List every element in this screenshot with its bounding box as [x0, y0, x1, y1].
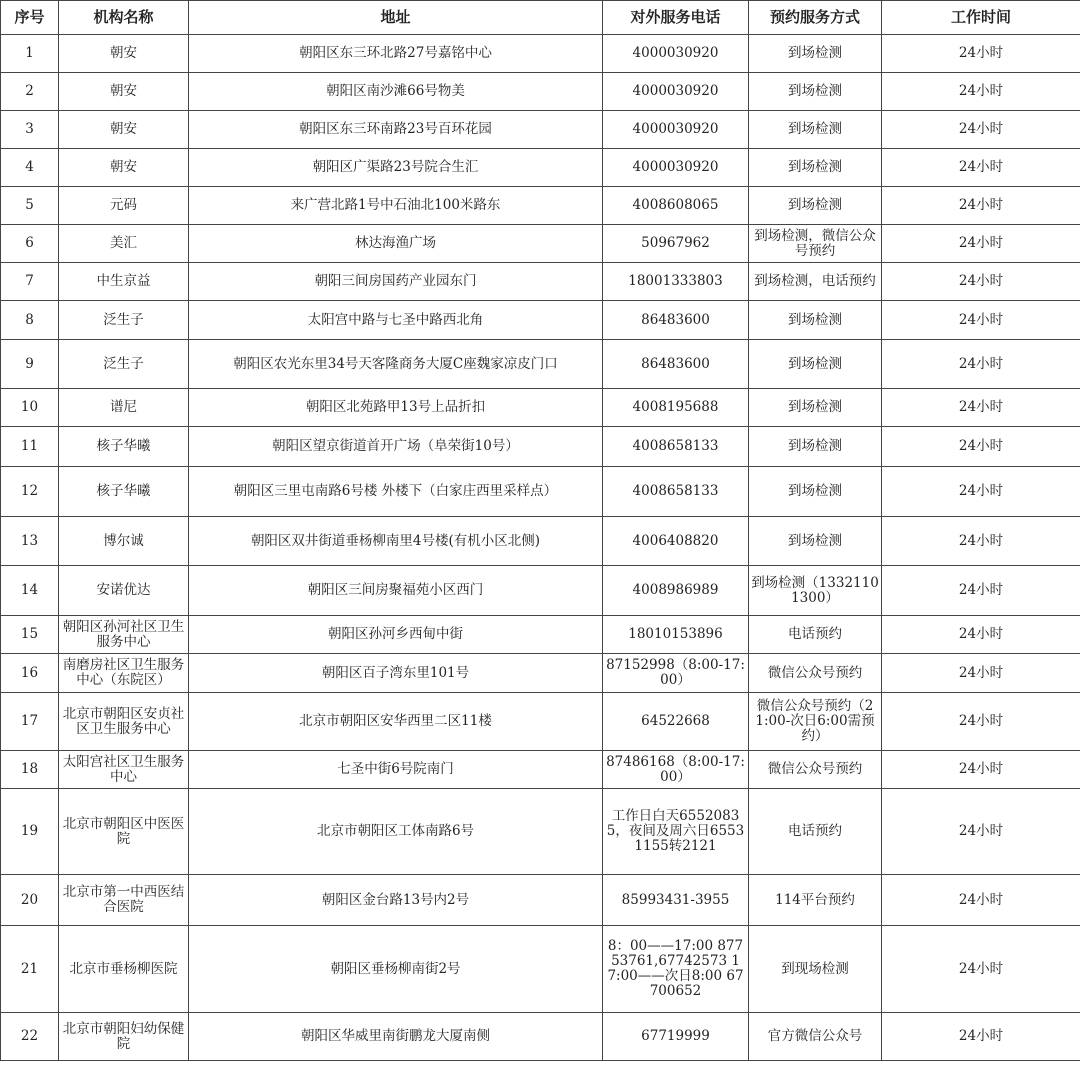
header-org-name: 机构名称	[59, 1, 189, 35]
cell-phone: 87152998（8:00-17:00）	[603, 654, 749, 693]
cell-hours: 24小时	[882, 187, 1080, 225]
cell-index: 9	[1, 340, 59, 389]
cell-address: 朝阳区三间房聚福苑小区西门	[189, 566, 603, 616]
table-row	[1, 693, 1080, 751]
cell-phone: 4008195688	[603, 389, 749, 427]
table-row	[1, 616, 1080, 654]
cell-phone: 工作日白天65520835，夜间及周六日65531155转2121	[603, 789, 749, 875]
table-row	[1, 751, 1080, 789]
cell-index: 10	[1, 389, 59, 427]
cell-address: 朝阳区华威里南街鹏龙大厦南侧	[189, 1013, 603, 1061]
cell-booking-method: 到场检测（13321101300）	[749, 566, 882, 616]
cell-address: 朝阳区南沙滩66号物美	[189, 73, 603, 111]
header-hours: 工作时间	[882, 1, 1080, 35]
cell-booking-method: 微信公众号预约（21:00-次日6:00需预约）	[749, 693, 882, 751]
table-row	[1, 301, 1080, 340]
cell-org-name: 北京市朝阳妇幼保健院	[59, 1013, 189, 1061]
table-row	[1, 654, 1080, 693]
cell-booking-method: 到场检测	[749, 389, 882, 427]
cell-booking-method: 到场检测	[749, 111, 882, 149]
cell-phone: 4000030920	[603, 111, 749, 149]
cell-booking-method: 到场检测	[749, 301, 882, 340]
cell-index: 8	[1, 301, 59, 340]
cell-hours: 24小时	[882, 340, 1080, 389]
table-row	[1, 225, 1080, 263]
cell-index: 5	[1, 187, 59, 225]
cell-org-name: 北京市第一中西医结合医院	[59, 875, 189, 926]
table-row	[1, 566, 1080, 616]
cell-org-name: 朝安	[59, 35, 189, 73]
cell-booking-method: 到场检测	[749, 517, 882, 566]
cell-hours: 24小时	[882, 73, 1080, 111]
cell-booking-method: 电话预约	[749, 616, 882, 654]
cell-address: 朝阳三间房国药产业园东门	[189, 263, 603, 301]
header-address: 地址	[189, 1, 603, 35]
cell-index: 2	[1, 73, 59, 111]
cell-phone: 4008658133	[603, 467, 749, 517]
header-row	[1, 1, 1080, 35]
cell-index: 3	[1, 111, 59, 149]
cell-hours: 24小时	[882, 693, 1080, 751]
table-row	[1, 875, 1080, 926]
table-row	[1, 467, 1080, 517]
cell-index: 16	[1, 654, 59, 693]
cell-org-name: 朝阳区孙河社区卫生服务中心	[59, 616, 189, 654]
cell-address: 朝阳区三里屯南路6号楼 外楼下（白家庄西里采样点）	[189, 467, 603, 517]
header-booking-method: 预约服务方式	[749, 1, 882, 35]
cell-org-name: 朝安	[59, 149, 189, 187]
cell-index: 11	[1, 427, 59, 467]
cell-org-name: 泛生子	[59, 301, 189, 340]
cell-address: 朝阳区望京街道首开广场（阜荣街10号）	[189, 427, 603, 467]
cell-hours: 24小时	[882, 654, 1080, 693]
cell-hours: 24小时	[882, 751, 1080, 789]
cell-booking-method: 微信公众号预约	[749, 751, 882, 789]
cell-phone: 86483600	[603, 301, 749, 340]
cell-index: 4	[1, 149, 59, 187]
cell-phone: 4006408820	[603, 517, 749, 566]
cell-org-name: 美汇	[59, 225, 189, 263]
cell-phone: 8：00——17:00 87753761,67742573 17:00——次日8:00 67700652	[603, 926, 749, 1013]
cell-phone: 67719999	[603, 1013, 749, 1061]
table-row	[1, 35, 1080, 73]
table-row	[1, 926, 1080, 1013]
cell-hours: 24小时	[882, 1013, 1080, 1061]
cell-org-name: 朝安	[59, 73, 189, 111]
cell-org-name: 朝安	[59, 111, 189, 149]
cell-index: 22	[1, 1013, 59, 1061]
cell-address: 北京市朝阳区工体南路6号	[189, 789, 603, 875]
cell-phone: 85993431-3955	[603, 875, 749, 926]
cell-index: 12	[1, 467, 59, 517]
cell-phone: 4000030920	[603, 73, 749, 111]
table-row	[1, 517, 1080, 566]
cell-index: 20	[1, 875, 59, 926]
cell-address: 朝阳区北苑路甲13号上品折扣	[189, 389, 603, 427]
cell-address: 朝阳区农光东里34号天客隆商务大厦C座魏家凉皮门口	[189, 340, 603, 389]
cell-hours: 24小时	[882, 517, 1080, 566]
cell-index: 21	[1, 926, 59, 1013]
cell-booking-method: 到场检测	[749, 340, 882, 389]
cell-hours: 24小时	[882, 111, 1080, 149]
cell-address: 来广营北路1号中石油北100米路东	[189, 187, 603, 225]
cell-address: 北京市朝阳区安华西里二区11楼	[189, 693, 603, 751]
cell-booking-method: 到现场检测	[749, 926, 882, 1013]
cell-phone: 4000030920	[603, 149, 749, 187]
cell-index: 7	[1, 263, 59, 301]
cell-booking-method: 到场检测	[749, 35, 882, 73]
cell-org-name: 核子华曦	[59, 427, 189, 467]
cell-index: 18	[1, 751, 59, 789]
cell-phone: 64522668	[603, 693, 749, 751]
cell-address: 朝阳区百子湾东里101号	[189, 654, 603, 693]
cell-hours: 24小时	[882, 875, 1080, 926]
cell-booking-method: 电话预约	[749, 789, 882, 875]
table-row	[1, 263, 1080, 301]
cell-hours: 24小时	[882, 389, 1080, 427]
cell-phone: 18001333803	[603, 263, 749, 301]
table-row	[1, 1013, 1080, 1061]
cell-org-name: 北京市朝阳区中医医院	[59, 789, 189, 875]
cell-org-name: 泛生子	[59, 340, 189, 389]
cell-address: 林达海渔广场	[189, 225, 603, 263]
cell-address: 朝阳区广渠路23号院合生汇	[189, 149, 603, 187]
header-index: 序号	[1, 1, 59, 35]
cell-phone: 4008608065	[603, 187, 749, 225]
table-row	[1, 73, 1080, 111]
table-row	[1, 427, 1080, 467]
table-row	[1, 111, 1080, 149]
cell-phone: 4008986989	[603, 566, 749, 616]
cell-phone: 4008658133	[603, 427, 749, 467]
cell-org-name: 中生京益	[59, 263, 189, 301]
cell-address: 太阳宫中路与七圣中路西北角	[189, 301, 603, 340]
cell-index: 19	[1, 789, 59, 875]
cell-org-name: 太阳宫社区卫生服务中心	[59, 751, 189, 789]
cell-index: 6	[1, 225, 59, 263]
cell-address: 七圣中街6号院南门	[189, 751, 603, 789]
table-body	[1, 35, 1080, 1061]
cell-hours: 24小时	[882, 35, 1080, 73]
cell-address: 朝阳区东三环南路23号百环花园	[189, 111, 603, 149]
cell-address: 朝阳区东三环北路27号嘉铭中心	[189, 35, 603, 73]
cell-hours: 24小时	[882, 926, 1080, 1013]
table-row	[1, 340, 1080, 389]
cell-hours: 24小时	[882, 616, 1080, 654]
cell-org-name: 元码	[59, 187, 189, 225]
cell-phone: 50967962	[603, 225, 749, 263]
cell-phone: 18010153896	[603, 616, 749, 654]
cell-booking-method: 到场检测	[749, 467, 882, 517]
cell-index: 1	[1, 35, 59, 73]
cell-hours: 24小时	[882, 263, 1080, 301]
cell-hours: 24小时	[882, 467, 1080, 517]
cell-address: 朝阳区金台路13号内2号	[189, 875, 603, 926]
cell-org-name: 北京市垂杨柳医院	[59, 926, 189, 1013]
cell-hours: 24小时	[882, 427, 1080, 467]
cell-booking-method: 到场检测	[749, 187, 882, 225]
table-row	[1, 149, 1080, 187]
cell-hours: 24小时	[882, 301, 1080, 340]
cell-address: 朝阳区孙河乡西甸中街	[189, 616, 603, 654]
cell-booking-method: 官方微信公众号	[749, 1013, 882, 1061]
cell-address: 朝阳区双井街道垂杨柳南里4号楼(有机小区北侧)	[189, 517, 603, 566]
cell-booking-method: 114平台预约	[749, 875, 882, 926]
table-row	[1, 789, 1080, 875]
cell-org-name: 北京市朝阳区安贞社区卫生服务中心	[59, 693, 189, 751]
cell-booking-method: 到场检测	[749, 427, 882, 467]
cell-booking-method: 微信公众号预约	[749, 654, 882, 693]
cell-index: 14	[1, 566, 59, 616]
cell-index: 13	[1, 517, 59, 566]
cell-org-name: 南磨房社区卫生服务中心（东院区）	[59, 654, 189, 693]
cell-index: 15	[1, 616, 59, 654]
cell-booking-method: 到场检测	[749, 149, 882, 187]
cell-booking-method: 到场检测，电话预约	[749, 263, 882, 301]
cell-hours: 24小时	[882, 566, 1080, 616]
table-row	[1, 389, 1080, 427]
cell-hours: 24小时	[882, 225, 1080, 263]
header-phone: 对外服务电话	[603, 1, 749, 35]
cell-hours: 24小时	[882, 149, 1080, 187]
cell-org-name: 博尔诚	[59, 517, 189, 566]
cell-index: 17	[1, 693, 59, 751]
cell-org-name: 谱尼	[59, 389, 189, 427]
cell-phone: 86483600	[603, 340, 749, 389]
cell-booking-method: 到场检测	[749, 73, 882, 111]
cell-phone: 87486168（8:00-17:00）	[603, 751, 749, 789]
cell-phone: 4000030920	[603, 35, 749, 73]
cell-booking-method: 到场检测，微信公众号预约	[749, 225, 882, 263]
table-row	[1, 187, 1080, 225]
cell-org-name: 核子华曦	[59, 467, 189, 517]
cell-org-name: 安诺优达	[59, 566, 189, 616]
cell-hours: 24小时	[882, 789, 1080, 875]
cell-address: 朝阳区垂杨柳南街2号	[189, 926, 603, 1013]
